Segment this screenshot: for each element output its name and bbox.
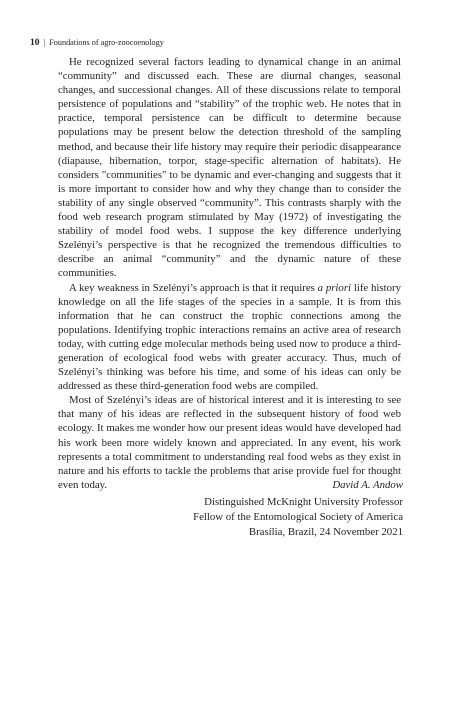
running-title: Foundations of agro-zoocoenology xyxy=(49,38,164,47)
page-number: 10 xyxy=(30,38,40,48)
paragraph-2-end: life history knowledge on all the life stages of the species in a sample. It is from this information that he can construct the trophic connections among the populations. Identifying trophic interactions remains an active area of research today, with cutting edge molecular methods being used now to produce a third-generation of ecological food webs with greater accuracy. Thus, much of Szelényi’s thinking was before his time, and some of his ideas can only be addressed as these third-generation food webs are compiled. xyxy=(58,281,401,393)
signature-title-1: Distinguished McKnight University Professor xyxy=(204,496,403,508)
paragraph-2-start: A key weakness in Szelényi’s approach is that it requires xyxy=(69,281,318,294)
signature-block xyxy=(193,478,403,540)
signature-title-2: Fellow of the Entomological Society of America xyxy=(193,511,403,523)
a-priori-italic: a priori xyxy=(317,281,352,294)
paragraph-1: He recognized several factors leading to dynamical change in an animal “community” and discussed each. These are diurnal changes, seasonal changes, and successional changes. All of these discussions relate to temporal persistence of populations and “stability” of the trophic web. He notes that in practice, temporal persistence can be difficult to determine because populations may be present below the detection threshold of the sampling method, and because their life history may require their periodic disappearance (diapause, hibernation, torpor, stage-specific alternation of habitats). He considers "communities" to be dynamic and ever-changing and suggests that it is more important to consider how and why they change than to consider the stability of any single observed “community”. This contrasts sharply with the food web research program stimulated by May (1972) of investigating the stability of model food webs. I suppose the key difference underlying Szelényi’s perspective is that he recognized the tremendous difficulties to describe an animal “community” and the dynamic nature of these communities. xyxy=(58,56,401,280)
running-head xyxy=(30,38,164,48)
signature-name: David A. Andow xyxy=(332,479,403,491)
main-text xyxy=(58,55,401,492)
paragraph-3: Most of Szelényi’s ideas are of historical interest and it is interesting to see that many of his ideas are reflected in the subsequent history of food web ecology. It makes me wonder how our present ideas would have developed had his work been more widely known and appreciated. In any event, his work represents a total commitment to understanding real food webs as they exist in nature and his efforts to tackle the problems that arise provide fuel for thought even today. xyxy=(58,394,401,491)
paragraph-2 xyxy=(58,281,401,394)
header-separator: | xyxy=(43,38,46,47)
signature-place-date: Brasília, Brazil, 24 November 2021 xyxy=(248,526,403,538)
